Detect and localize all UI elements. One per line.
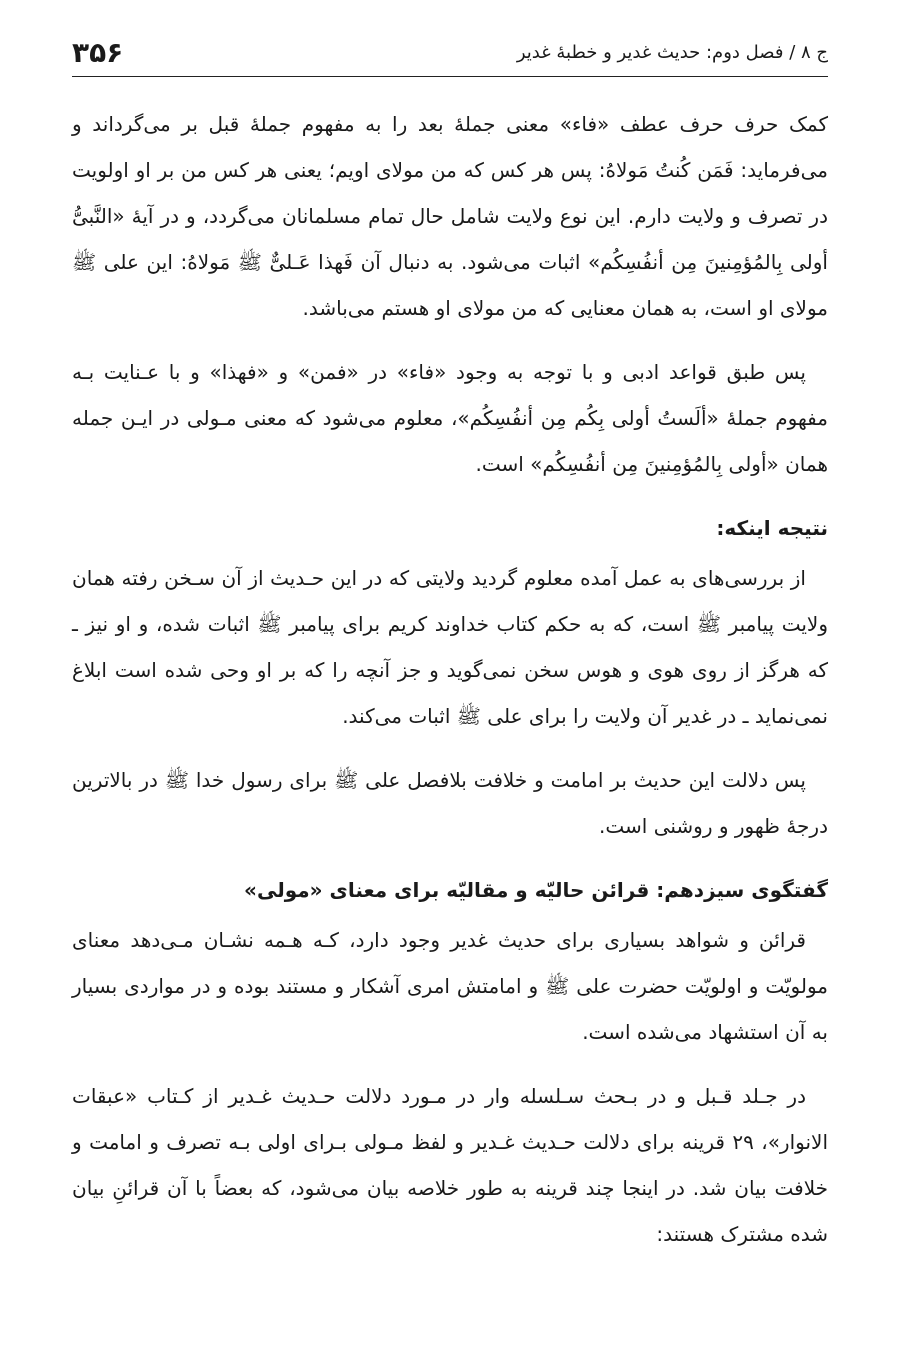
running-title: ج ۸ / فصل دوم: حدیث غدیر و خطبهٔ غدیر: [516, 41, 828, 63]
paragraph-5: قرائن و شواهد بسیاری برای حدیث غدیر وجود دارد، کـه هـمه نشـان مـی‌دهد معنای مولویّت و اولویّت حضرت علی ﷺ و امامتش امری آشکار و مستند بوده و در مواردی بسیار به آن استشهاد می‌شده است.: [72, 928, 828, 1044]
heading-conclusion: نتیجه اینکه:: [716, 516, 828, 540]
paragraph-6: در جـلد قـبل و در بـحث سـلسله وار در مـورد دلالت حـدیث غـدیر از کـتاب «عبقات الانوار»، ۲۹ قرینه برای دلالت حـدیث غـدیر و لفظ مـولی بـرای اولی بـه تصرف و امامت و خلافت بیان شد. در اینجا چند قرینه به طور خلاصه بیان می‌شود، که بعضاً با آن قرائنِ بیان شده مشترک هستند:: [72, 1084, 829, 1246]
page-number: ۳۵۶: [72, 35, 124, 69]
paragraph-4: پس دلالت این حدیث بر امامت و خلافت بلافصل علی ﷺ برای رسول خدا ﷺ در بالاترین درجهٔ ظهور و روشنی است.: [72, 768, 828, 838]
running-header: [72, 30, 828, 77]
paragraph-3: از بررسی‌های به عمل آمده معلوم گردید ولایتی که در این حـدیث از آن سـخن رفته همان ولایت پیامبر ﷺ است، که به حکم کتاب خداوند کریم برای پیامبر ﷺ اثبات شده، و او نیز ـ که هرگز از روی هوی و هوس سخن نمی‌گوید و جز آنچه را که بر او وحی شده است ابلاغ نمی‌نماید ـ در غدیر آن ولایت را برای علی ﷺ اثبات می‌کند.: [72, 566, 828, 728]
paragraph-1: کمک حرف حرف عطف «فاء» معنی جملهٔ بعد را به مفهوم جملهٔ قبل بر می‌گرداند و می‌فرماید: فَمَن کُنتُ مَولاهُ: پس هر کس که من مولای اویم؛ یعنی هر کس من بر او اولویت در تصرف و ولایت دارم. این نوع ولایت شامل حال تمام مسلمانان می‌گردد، و در آیهٔ «النَّبیُّ أولی بِالمُؤمِنینَ مِن أنفُسِکُم» اثبات می‌شود. به دنبال آن فَهذا عَـلیٌّ ﷺ مَولاهُ: این علی ﷺ مولای او است، به همان معنایی که من مولای او هستم می‌باشد.: [72, 112, 828, 320]
heading-dialogue-13: گفتگوی سیزدهم: قرائن حالیّه و مقالیّه برای معنای «مولی»: [244, 878, 828, 902]
book-page: [72, 30, 828, 1326]
paragraph-2: پس طبق قواعد ادبی و با توجه به وجود «فاء» در «فمن» و «فهذا» و با عـنایت بـه مفهوم جملهٔ «ألَستُ أولی بِکُم مِن أنفُسِکُم»، معلوم می‌شود که معنی مـولی در ایـن جمله همان «أولی بِالمُؤمِنینَ مِن أنفُسِکُم» است.: [72, 360, 828, 476]
page-body: [72, 101, 828, 1257]
